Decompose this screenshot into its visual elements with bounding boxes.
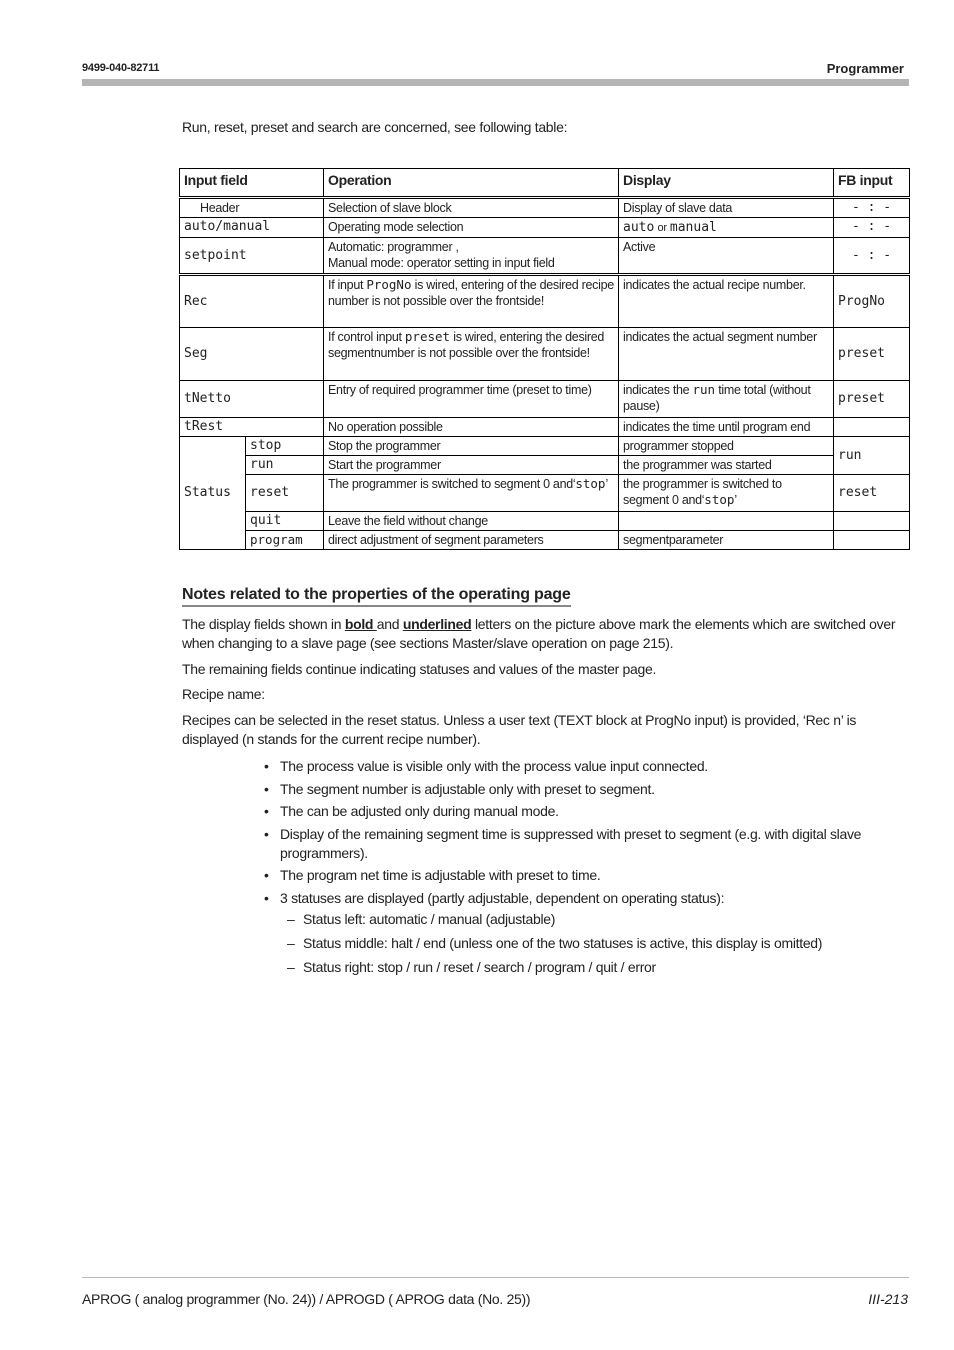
operation-text: ’ [605,477,608,491]
display-cell: indicates the time until program end [619,418,834,437]
field-cell: tRest [180,418,324,437]
fb-cell: preset [834,328,910,381]
notes-heading: Notes related to the properties of the operating page [182,586,571,607]
notes-paragraph: The remaining fields continue indicating statuses and values of the master page. [182,661,657,677]
field-cell: setpoint [180,238,324,275]
display-text: time total (without pause) [623,383,811,413]
operation-text: is wired, entering the desired segmentnumber is not possible over the frontside! [328,330,605,360]
operation-cell [324,275,619,328]
field-cell: Rec [180,275,324,328]
list-item-text: Status right: stop / run / reset / search / program / quit / error [303,959,656,975]
status-sub-cell: quit [246,512,324,531]
column-header: FB input [834,169,910,198]
table-row [180,531,910,550]
display-cell: indicates the actual segment number [619,328,834,381]
table-row [180,218,910,238]
notes-paragraph [182,615,906,653]
notes-paragraph: Recipes can be selected in the reset status. Unless a user text (TEXT block at ProgNo input) is provided, ‘Rec n’ is displayed (n stands for the current recipe number). [182,712,857,747]
field-cell: auto/manual [180,218,324,238]
operation-cell: Stop the programmer [324,437,619,456]
list-item-text: The can be adjusted only during manual mode. [280,803,559,819]
text-run: letters on the picture above mark the elements which are switched over when changing to a slave page (see sections Master/slave operation on page 215). [182,616,896,651]
operation-cell [324,475,619,512]
fb-cell [834,418,910,437]
display-text: indicates the [623,383,693,397]
list-item-text: Status left: automatic / manual (adjustable) [303,911,556,927]
table-row [180,456,910,475]
display-cell: segmentparameter [619,531,834,550]
display-cell: Active [619,238,834,275]
field-cell: Seg [180,328,324,381]
operation-cell: No operation possible [324,418,619,437]
bullet-icon: • [264,758,269,774]
table-row [180,238,910,275]
field-cell: Header [180,198,324,218]
display-text: ’ [734,493,737,507]
document-number: 9499-040-82711 [82,62,160,74]
operation-cell: Leave the field without change [324,512,619,531]
table-header-row [180,169,910,198]
bold-word: bold [344,616,377,632]
table-row [180,328,910,381]
status-sub-cell: program [246,531,324,550]
status-sub-cell: reset [246,475,324,512]
fb-cell: - : - [834,218,910,238]
column-header: Display [619,169,834,198]
display-cell: programmer stopped [619,437,834,456]
operation-code: ProgNo [366,277,412,292]
list-item [287,910,822,929]
display-cell: the programmer was started [619,456,834,475]
display-cell [619,218,834,238]
list-item [287,934,822,953]
list-item [264,802,914,821]
column-header: Operation [324,169,619,198]
table-row [180,437,910,456]
display-cell: Display of slave data [619,198,834,218]
fb-cell: run [834,437,910,475]
bullet-icon: • [264,867,269,883]
operation-table [179,168,910,550]
field-cell: tNetto [180,381,324,418]
operation-cell: Start the programmer [324,456,619,475]
bullet-icon: • [264,803,269,819]
footer-title: APROG ( analog programmer (No. 24)) / APROGD ( APROG data (No. 25)) [82,1291,531,1307]
bullet-list [264,757,914,911]
list-item [264,825,914,863]
status-sub-cell: run [246,456,324,475]
status-field-cell: Status [180,437,246,550]
display-code: manual [669,220,717,235]
dash-icon: – [287,959,295,975]
header-bar [82,79,909,86]
sub-bullet-list [287,910,822,982]
list-item-text: 3 statuses are displayed (partly adjustable, dependent on operating status): [280,889,725,906]
table-row [180,275,910,328]
page-number: III-213 [868,1291,908,1307]
operation-text: If control input [328,330,405,344]
list-item-text: Display of the remaining segment time is suppressed with preset to segment (e.g. with digital slave programmers). [280,825,862,861]
status-sub-cell: stop [246,437,324,456]
list-item-text: The process value is visible only with the process value input connected. [280,758,708,774]
operation-line: Automatic: programmer , [328,240,459,254]
list-item-text: The segment number is adjustable only with preset to segment. [280,780,655,797]
list-item [264,889,914,908]
bullet-icon: • [264,889,269,906]
display-cell [619,475,834,512]
display-text: the programmer is switched to segment 0 and‘ [623,477,782,507]
intro-text: Run, reset, preset and search are concerned, see following table: [182,119,568,135]
display-or: or [657,222,667,234]
operation-cell [324,328,619,381]
dash-icon: – [287,911,295,927]
list-item [264,757,914,776]
fb-cell: preset [834,381,910,418]
dash-icon: – [287,935,295,951]
operation-cell [324,238,619,275]
notes-paragraph: Recipe name: [182,686,265,702]
operation-line: Manual mode: operator setting in input field [328,256,555,270]
text-run: The display fields shown in [182,616,345,632]
list-item [264,866,914,885]
display-cell [619,512,834,531]
table-row [180,512,910,531]
section-title: Programmer [826,61,904,76]
display-cell: indicates the actual recipe number. [619,275,834,328]
operation-code: preset [404,329,451,344]
list-item-text: The program net time is adjustable with preset to time. [280,867,601,883]
operation-cell: Entry of required programmer time (preset to time) [324,381,619,418]
fb-cell [834,531,910,550]
fb-cell [834,512,910,531]
column-header: Input field [180,169,324,198]
display-code: auto [623,220,655,235]
text-run: and [376,616,403,632]
display-code: stop [704,492,735,507]
bullet-icon: • [264,780,269,797]
operation-cell: Selection of slave block [324,198,619,218]
footer-divider [82,1277,909,1278]
underlined-word: underlined [402,616,472,632]
operation-text: is wired, entering of the desired recipe number is not possible over the frontside! [328,278,614,308]
fb-cell: ProgNo [834,275,910,328]
bullet-icon: • [264,825,269,842]
table-row [180,381,910,418]
fb-cell: reset [834,475,910,512]
list-item [287,958,822,977]
operation-text: The programmer is switched to segment 0 and‘ [328,477,576,491]
display-cell [619,381,834,418]
table-row [180,418,910,437]
list-item [264,780,914,799]
fb-cell: - : - [834,198,910,218]
operation-cell: Operating mode selection [324,218,619,238]
operation-text: If input [328,278,367,292]
operation-code: stop [575,476,606,491]
table-row [180,475,910,512]
fb-cell: - : - [834,238,910,275]
table-row [180,198,910,218]
operation-cell: direct adjustment of segment parameters [324,531,619,550]
list-item-text: Status middle: halt / end (unless one of the two statuses is active, this display is omitted) [303,935,823,951]
display-code: run [692,382,716,397]
